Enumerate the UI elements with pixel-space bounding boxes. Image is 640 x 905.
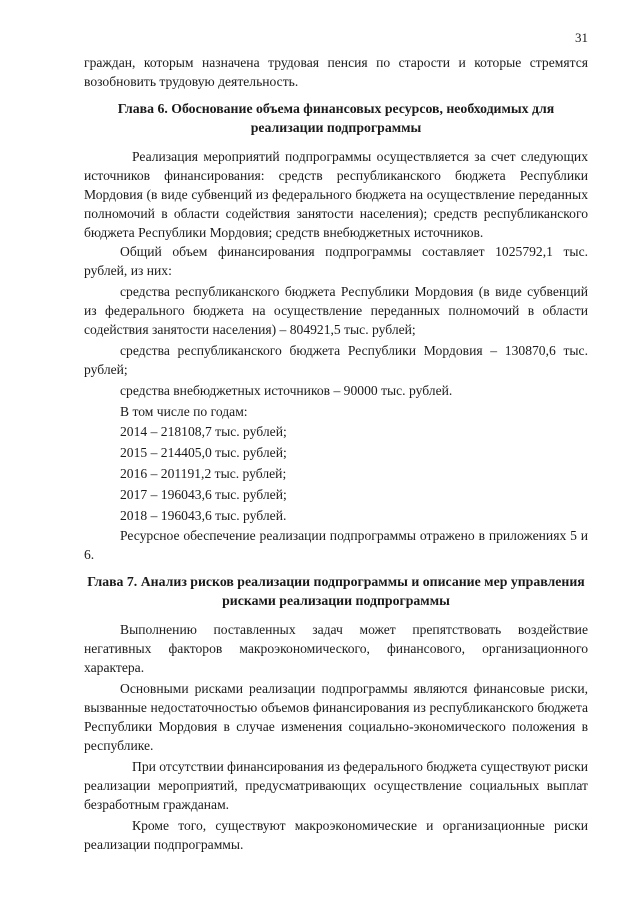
chapter-6-paragraph-by-years: В том числе по годам: [120, 404, 248, 419]
chapter-7-paragraph-factors: Выполнению поставленных задач может препятствовать воздействие негативных факторов макроэкономического, финансового, организационного характера. [84, 622, 588, 675]
funding-by-year-list [84, 421, 588, 526]
chapter-6-paragraph-total: Общий объем финансирования подпрограммы составляет 1025792,1 тыс. рублей, из них: [84, 244, 588, 278]
chapter-7-paragraph-other-risks: Кроме того, существуют макроэкономические и организационные риски реализации подпрограммы. [84, 818, 588, 852]
chapter-7-paragraph-federal-risks: При отсутствии финансирования из федерального бюджета существуют риски реализации мероприятий, предусматривающих осуществление социальных выплат безработным гражданам. [84, 759, 588, 812]
chapter-6-title: Глава 6. Обоснование объема финансовых ресурсов, необходимых для реализации подпрограммы [117, 101, 555, 135]
chapter-7-title: Глава 7. Анализ рисков реализации подпрограммы и описание мер управления рисками реализации подпрограммы [87, 574, 585, 608]
list-item: 2015 – 214405,0 тыс. рублей; [120, 445, 287, 460]
list-item: 2016 – 201191,2 тыс. рублей; [120, 466, 287, 481]
intro-paragraph: граждан, которым назначена трудовая пенсия по старости и которые стремятся возобновить трудовую деятельность. [84, 55, 588, 89]
list-item: 2014 – 218108,7 тыс. рублей; [120, 424, 287, 439]
chapter-6-paragraph-appendices: Ресурсное обеспечение реализации подпрограммы отражено в приложениях 5 и 6. [84, 528, 588, 562]
chapter-6-paragraph-republican: средства республиканского бюджета Республики Мордовия – 130870,6 тыс. рублей; [84, 343, 588, 377]
chapter-7-paragraph-financial-risks: Основными рисками реализации подпрограммы являются финансовые риски, вызванные недостаточностью объемов финансирования из республиканского бюджета Республики Мордовия в случае изменения социально-экономического положения в республике. [84, 681, 588, 753]
page-number: 31 [575, 30, 588, 45]
list-item: 2017 – 196043,6 тыс. рублей; [120, 487, 287, 502]
chapter-6-paragraph-subventions: средства республиканского бюджета Республики Мордовия (в виде субвенций из федерального бюджета на осуществление переданных полномочий в области содействия занятости населения) – 804921,5 тыс. рублей; [84, 284, 588, 337]
chapter-6-paragraph-sources: Реализация мероприятий подпрограммы осуществляется за счет следующих источников финансирования: средств республиканского бюджета Республики Мордовия (в виде субвенций из федерального бюджета на осуществление переданных полномочий в области содействия занятости населения); средств республиканского бюджета Республики Мордовия; средств внебюджетных источников. [84, 149, 588, 240]
document-body [84, 53, 588, 854]
chapter-6-paragraph-extrabudgetary: средства внебюджетных источников – 90000 тыс. рублей. [120, 383, 453, 398]
list-item: 2018 – 196043,6 тыс. рублей. [120, 508, 287, 523]
